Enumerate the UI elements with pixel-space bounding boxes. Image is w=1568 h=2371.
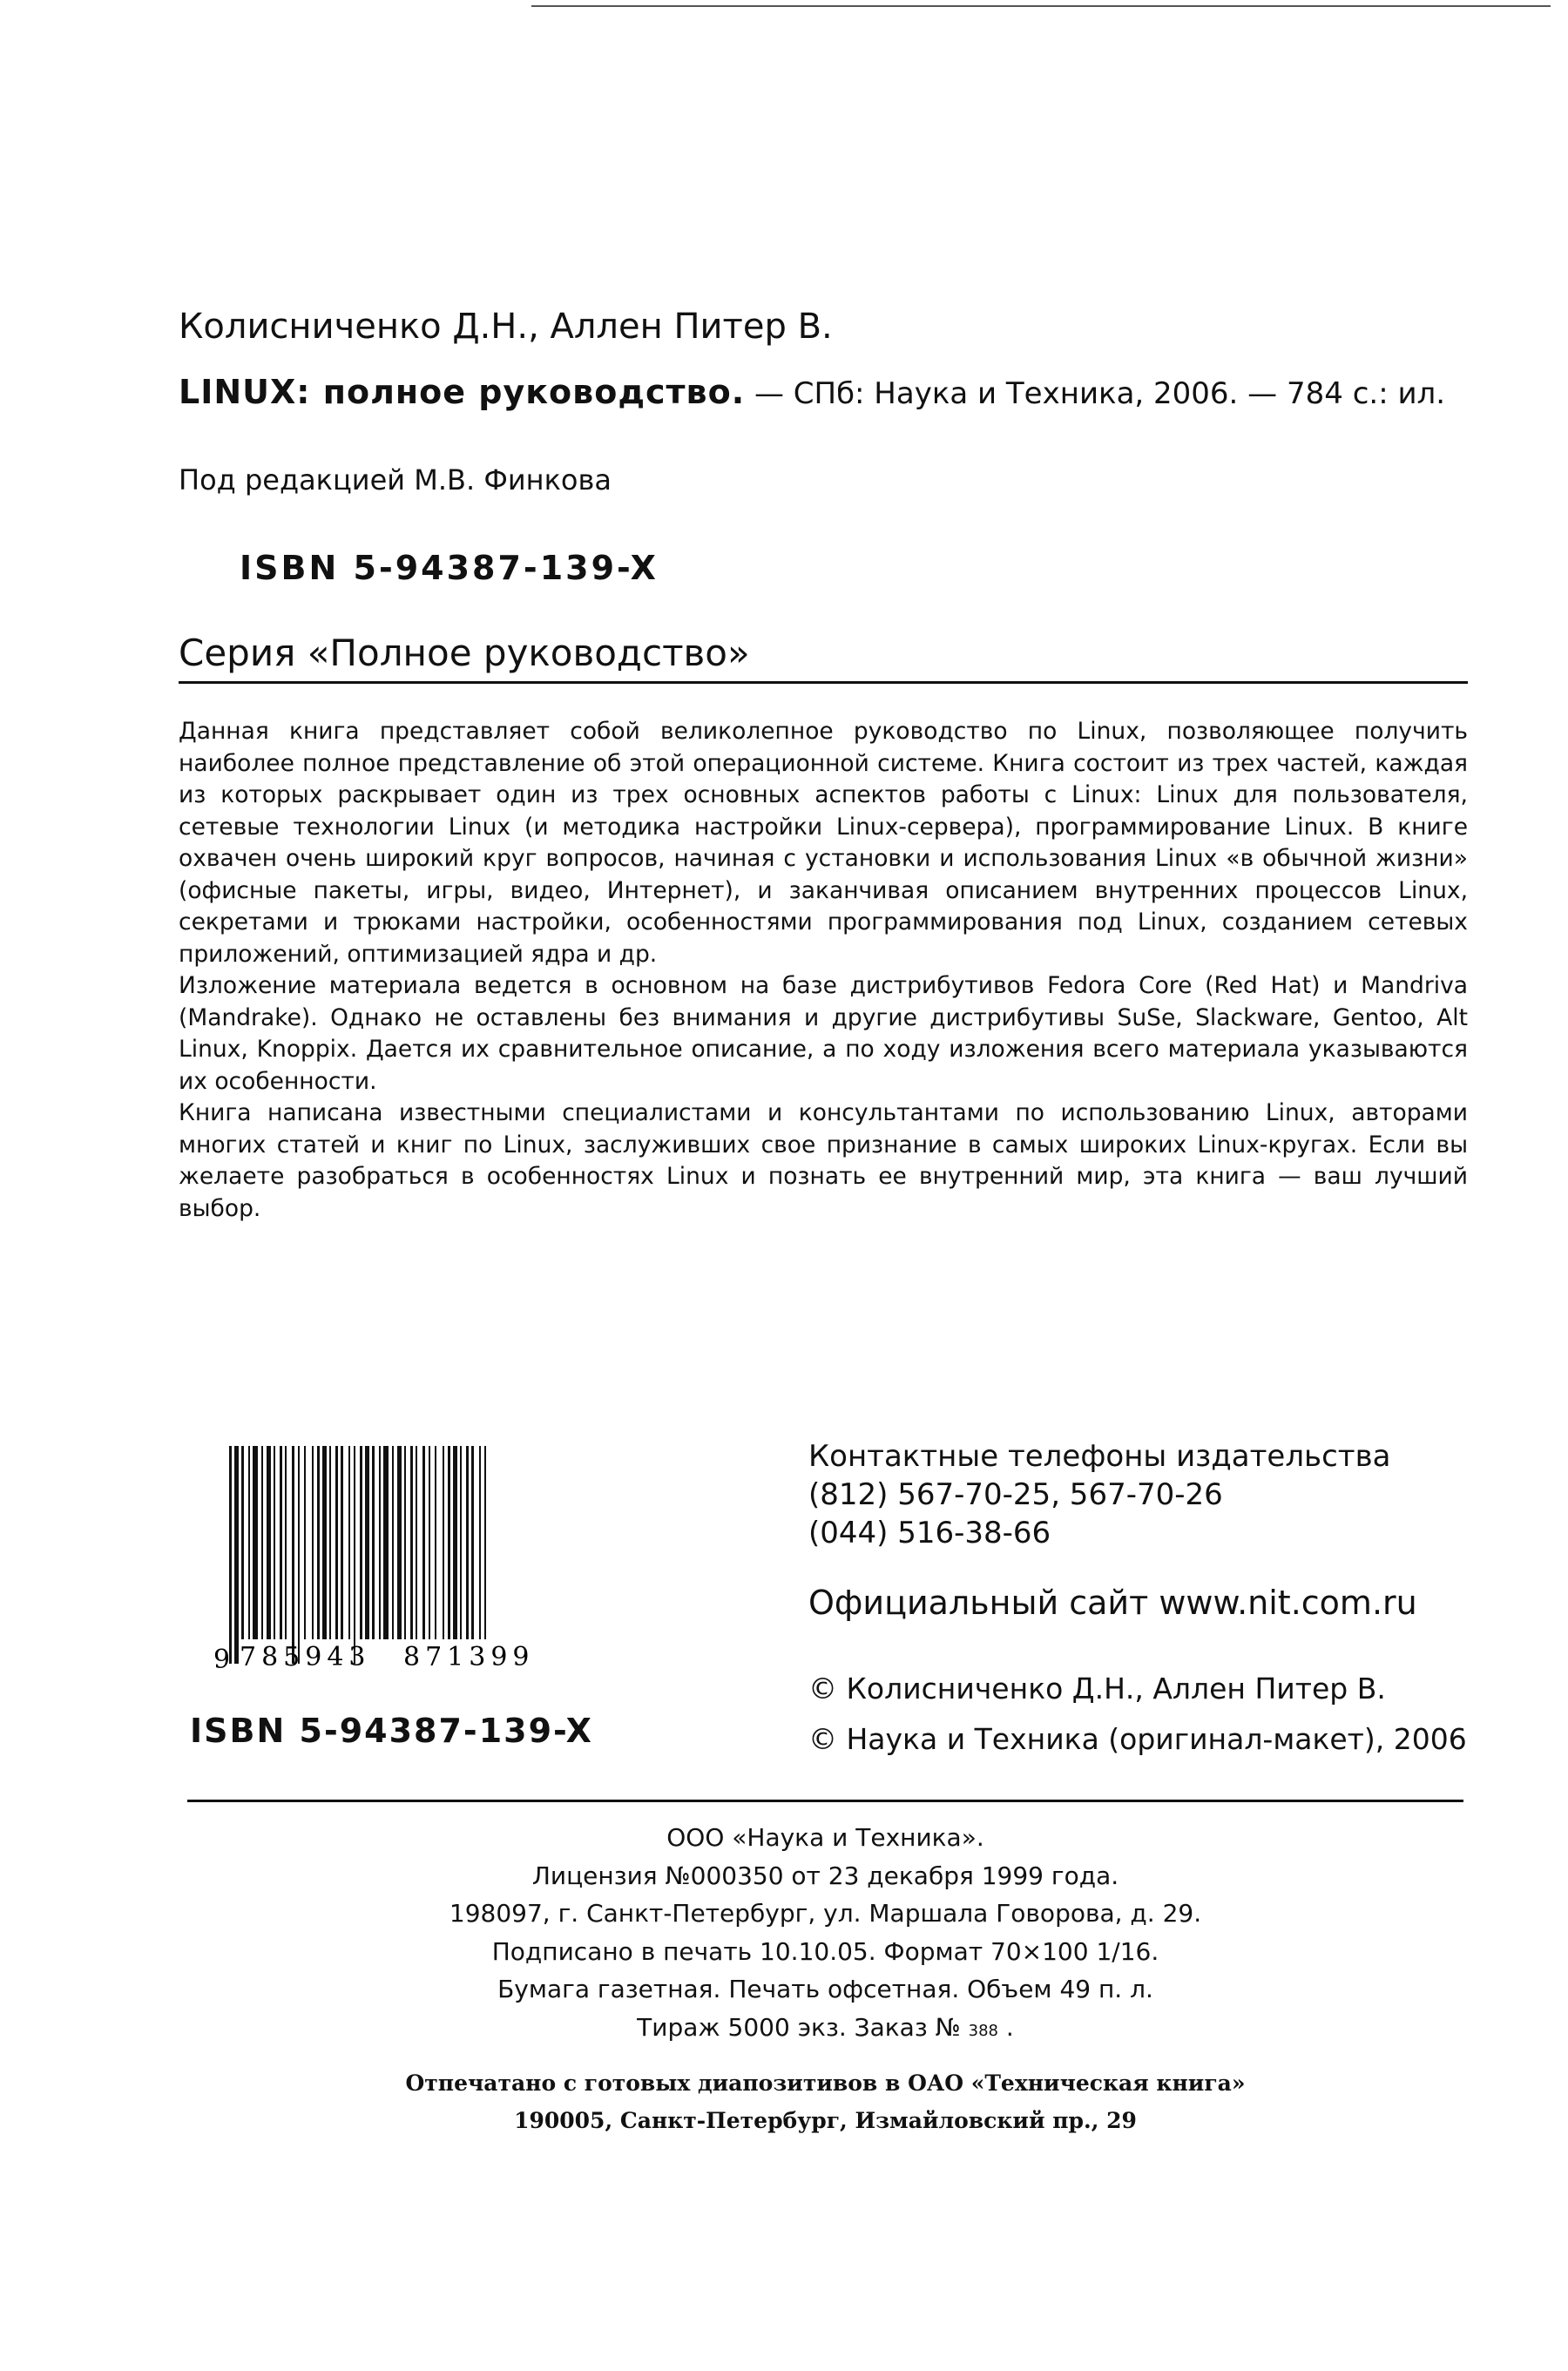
- book-title: LINUX: полное руководство.: [179, 373, 746, 411]
- barcode-bar: [379, 1446, 381, 1639]
- abstract-paragraph-1: Данная книга представляет собой великолепное руководство по Linux, позволяющее получить наиболее полное представление об этой операционной системе. Книга состоит из трех частей, каждая из которых раскрывает один из трех основных аспектов работы с Linux: Linux для пользователя, сетевые технологии Linux (и методика настройки Linux-сервера), программирование Linux. В книге охвачен очень широкий круг вопросов, начиная с установки и использования Linux «в обычной жизни» (офисные пакеты, игры, видео, Интернет), и заканчивая описанием внутренних процессов Linux, секретами и трюками настройки, особенностями программирования под Linux, созданием сетевых приложений, оптимизацией ядра и др.: [179, 718, 1468, 968]
- top-divider: [531, 5, 1551, 7]
- barcode-bar: [372, 1446, 375, 1639]
- barcode-bar: [410, 1446, 413, 1639]
- barcode-bar: [479, 1446, 481, 1639]
- imprint-run: [187, 2009, 1463, 2050]
- barcode-bar: [453, 1446, 457, 1639]
- abstract-paragraph-2: Изложение материала ведется в основном на базе дистрибутивов Fedora Core (Red Hat) и Mandriva (Mandrake). Однако не оставлены без внимания и другие дистрибутивы SuSe, Slackware, Gentoo, Alt Linux, Knoppix. Дается их сравнительное описание, а по ходу изложения всего материала указываются их особенности.: [179, 972, 1468, 1095]
- barcode-bar: [460, 1446, 462, 1639]
- barcode-bar: [298, 1446, 300, 1664]
- barcode-bars: [229, 1446, 486, 1664]
- barcode-bar: [429, 1446, 430, 1639]
- series-divider: [179, 681, 1468, 684]
- contacts-block: [808, 1437, 1390, 1552]
- barcode-bar: [443, 1446, 444, 1639]
- barcode-bar: [267, 1446, 271, 1639]
- barcode-bar: [448, 1446, 450, 1639]
- imprint-run-prefix: Тираж 5000 экз. Заказ №: [637, 2012, 969, 2042]
- imprint-block: [187, 1819, 1463, 2050]
- barcode-bar: [229, 1446, 232, 1664]
- abstract: [179, 716, 1468, 1225]
- barcode-bar: [392, 1446, 394, 1639]
- barcode-bar: [435, 1446, 436, 1639]
- phone-kiev: (044) 516-38-66: [808, 1516, 1051, 1550]
- barcode-bar: [280, 1446, 282, 1639]
- publication-info: — СПб: Наука и Техника, 2006. — 784 с.: ил.: [745, 376, 1446, 411]
- imprint-divider: [187, 1800, 1463, 1802]
- imprint-paper: Бумага газетная. Печать офсетная. Объем 49 п. л.: [497, 1975, 1153, 2003]
- copyright-publisher: © Наука и Техника (оригинал-макет), 2006: [808, 1722, 1467, 1756]
- barcode-bar: [274, 1446, 275, 1639]
- imprint-run-suffix: .: [998, 2012, 1014, 2042]
- barcode-bar: [329, 1446, 331, 1639]
- imprint-company: ООО «Наука и Техника».: [666, 1823, 984, 1852]
- printer-line-2: 190005, Санкт-Петербург, Измайловский пр., 29: [514, 2108, 1137, 2133]
- website-line: Официальный сайт www.nit.com.ru: [808, 1584, 1417, 1622]
- barcode-bar: [304, 1446, 306, 1639]
- barcode-bar: [397, 1446, 402, 1639]
- barcode-bar: [335, 1446, 338, 1639]
- barcode-bar: [471, 1446, 474, 1639]
- barcode-bar: [484, 1446, 486, 1639]
- barcode-bar: [322, 1446, 327, 1639]
- printer-line-1: Отпечатано с готовых диапозитивов в ОАО «Техническая книга»: [405, 2070, 1246, 2096]
- barcode-bar: [285, 1446, 287, 1639]
- barcode-bar: [261, 1446, 263, 1639]
- barcode-bar: [348, 1446, 350, 1639]
- contacts-heading: Контактные телефоны издательства: [808, 1439, 1391, 1474]
- barcode-bar: [234, 1446, 239, 1664]
- barcode-digits-right: 871399: [403, 1642, 535, 1672]
- copyright-block: [808, 1664, 1467, 1765]
- isbn-top: ISBN 5-94387-139-X: [240, 549, 659, 587]
- abstract-paragraph-3: Книга написана известными специалистами и консультантами по использованию Linux, авторами многих статей и книг по Linux, заслуживших свое признание в самых широких Linux-кругах. Если вы желаете разобраться в особенностях Linux и познать ее внутренний мир, эта книга — ваш лучший выбор.: [179, 1099, 1468, 1222]
- barcode-bar: [422, 1446, 425, 1639]
- barcode-bar: [404, 1446, 406, 1639]
- phone-spb: (812) 567-70-25, 567-70-26: [808, 1477, 1223, 1512]
- barcode-bar: [248, 1446, 250, 1639]
- barcode-digits-left: 785943: [240, 1642, 371, 1672]
- barcode-bar: [383, 1446, 389, 1639]
- barcode-bar: [253, 1446, 258, 1639]
- editor-line: Под редакцией М.В. Финкова: [179, 463, 612, 496]
- barcode-digit-lead: 9: [213, 1645, 231, 1672]
- barcode-bar: [317, 1446, 320, 1639]
- barcode-bar: [341, 1446, 343, 1639]
- barcode-bar: [241, 1446, 244, 1639]
- isbn-barcode: [213, 1446, 575, 1672]
- bibliographic-title: [179, 373, 1445, 411]
- barcode-bar: [312, 1446, 314, 1639]
- order-number: 388: [968, 2021, 999, 2040]
- barcode-bar: [292, 1446, 294, 1664]
- barcode-bar: [360, 1446, 362, 1639]
- imprint-address: 198097, г. Санкт-Петербург, ул. Маршала Говорова, д. 29.: [449, 1899, 1202, 1928]
- authors-line: Колисниченко Д.Н., Аллен Питер В.: [179, 307, 833, 347]
- imprint-signed: Подписано в печать 10.10.05. Формат 70×100 1/16.: [491, 1936, 1159, 1966]
- printer-block: [187, 2064, 1463, 2139]
- series-title: Серия «Полное руководство»: [179, 632, 750, 674]
- barcode-bar: [365, 1446, 369, 1639]
- barcode-bar: [416, 1446, 417, 1639]
- barcode-bar: [466, 1446, 469, 1639]
- barcode-bar: [354, 1446, 355, 1664]
- imprint-license: Лицензия №000350 от 23 декабря 1999 года.: [531, 1861, 1119, 1890]
- copyright-authors: © Колисниченко Д.Н., Аллен Питер В.: [808, 1672, 1386, 1706]
- isbn-bottom: ISBN 5-94387-139-X: [190, 1712, 593, 1750]
